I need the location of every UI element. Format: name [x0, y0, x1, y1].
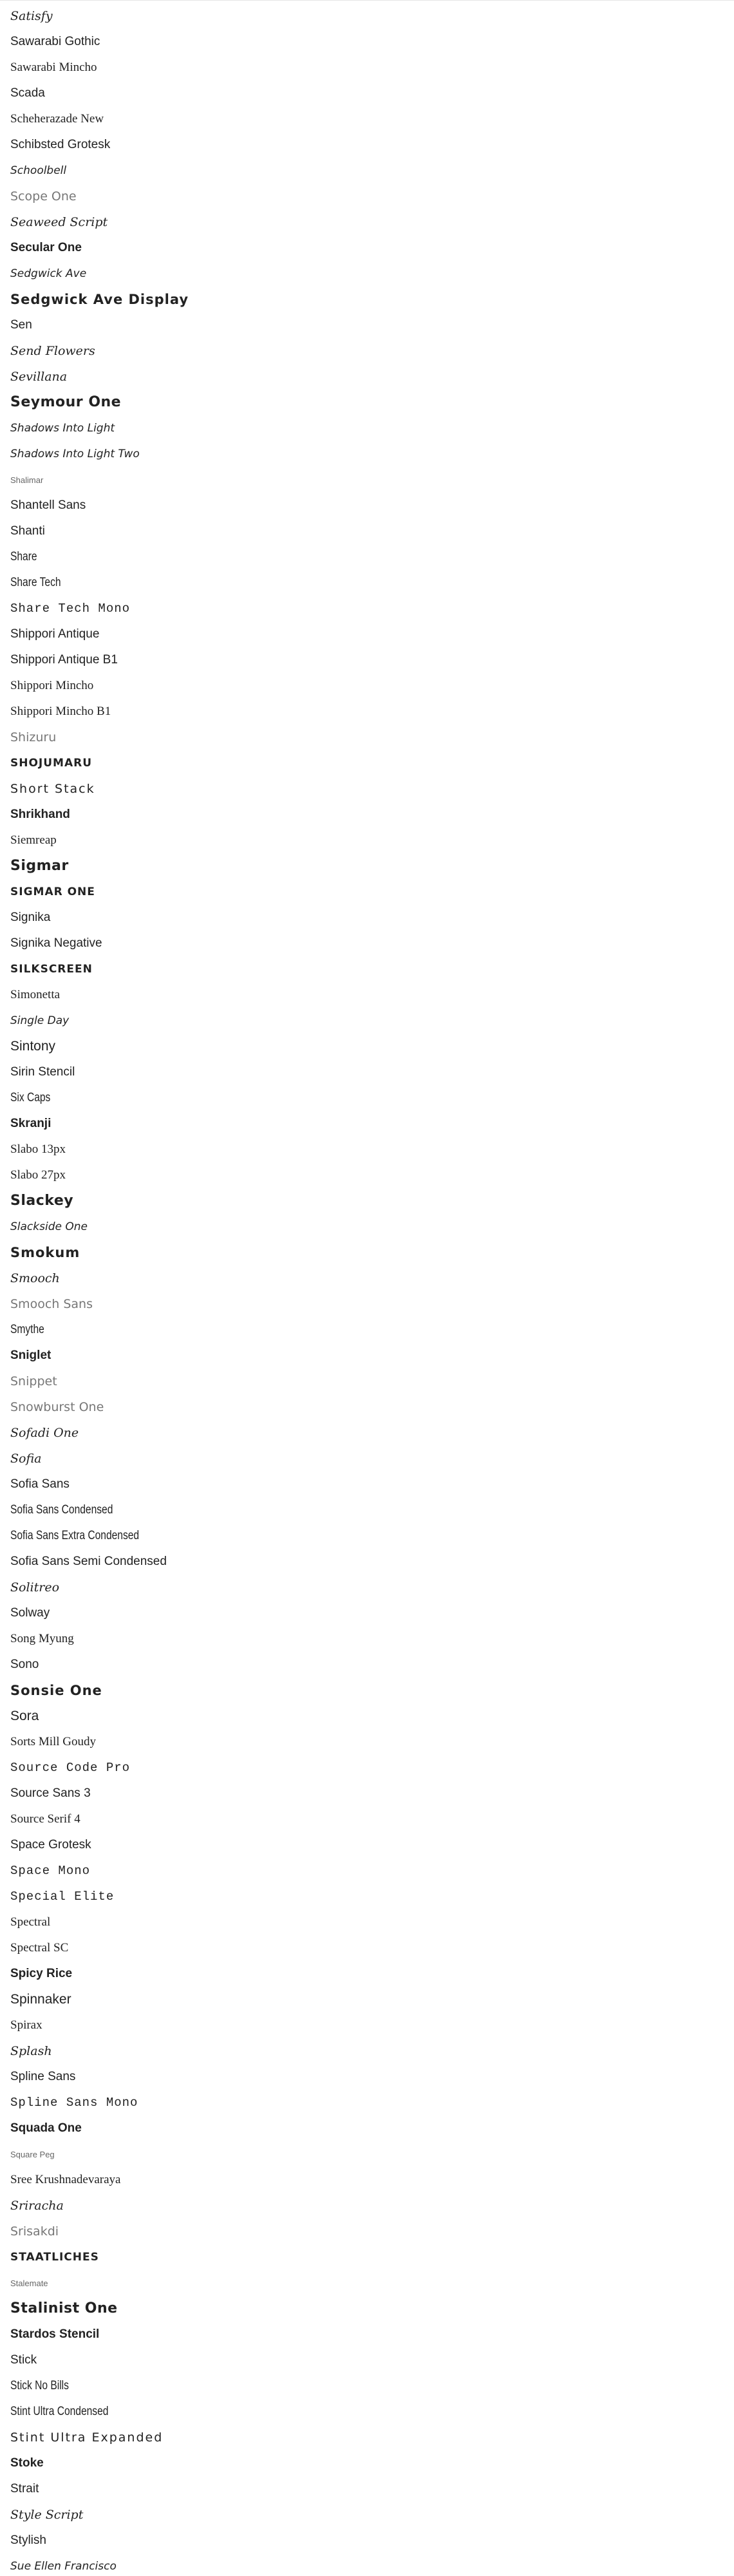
font-name-label: Spline Sans Mono: [10, 2096, 138, 2110]
font-list-item[interactable]: [10, 1137, 734, 1162]
font-name-label: Smokum: [10, 1245, 80, 1260]
font-name-label: Spinnaker: [10, 1992, 71, 2007]
font-name-label: Shippori Mincho: [10, 679, 94, 692]
font-name-label: Spline Sans: [10, 2070, 76, 2083]
font-list-item[interactable]: [10, 1214, 734, 1240]
font-list-item[interactable]: [10, 1188, 734, 1214]
font-list-item[interactable]: [10, 982, 734, 1008]
font-name-label: Sofadi One: [10, 1426, 79, 1440]
font-list-item[interactable]: [10, 802, 734, 828]
font-name-label: Squada One: [10, 2121, 82, 2135]
font-list-item[interactable]: [10, 1858, 734, 1884]
font-name-label: Sintony: [10, 1039, 56, 1054]
font-name-label: Sofia Sans Extra Condensed: [10, 1529, 140, 1542]
font-name-label: Scope One: [10, 189, 77, 204]
font-list-item[interactable]: [10, 2219, 734, 2244]
font-name-label: Shizuru: [10, 730, 57, 744]
font-list-item[interactable]: [10, 106, 734, 132]
font-name-label: Scheherazade New: [10, 112, 104, 126]
font-name-label: Song Myung: [10, 1632, 74, 1645]
font-name-label: SHOJUMARU: [10, 757, 93, 770]
font-name-label: Shippori Antique B1: [10, 653, 118, 667]
font-name-label: Simonetta: [10, 988, 61, 1001]
font-list-item[interactable]: [10, 2399, 734, 2425]
font-list-item[interactable]: [10, 750, 734, 776]
font-list-item[interactable]: [10, 2373, 734, 2399]
font-list-item[interactable]: [10, 1059, 734, 1085]
font-name-label: Stalemate: [10, 2278, 48, 2288]
font-list-item[interactable]: [10, 2425, 734, 2450]
font-list-item[interactable]: [10, 338, 734, 364]
font-list-item[interactable]: [10, 2347, 734, 2373]
font-list-item[interactable]: [10, 1806, 734, 1832]
font-name-label: Stalinist One: [10, 2300, 118, 2316]
font-list-item[interactable]: [10, 493, 734, 518]
font-name-label: Schibsted Grotesk: [10, 138, 111, 151]
font-name-label: Sono: [10, 1658, 39, 1671]
font-list-item[interactable]: [10, 1600, 734, 1626]
font-list-item[interactable]: [10, 2270, 734, 2296]
font-list-item[interactable]: [10, 2064, 734, 2090]
font-name-label: Share Tech Mono: [10, 601, 131, 616]
font-list-item[interactable]: [10, 1085, 734, 1111]
font-list-item[interactable]: [10, 2012, 734, 2038]
font-name-label: Sniglet: [10, 1349, 52, 1362]
font-name-label: Short Stack: [10, 782, 95, 796]
font-list-item[interactable]: [10, 2244, 734, 2270]
font-list-item[interactable]: [10, 235, 734, 261]
font-list-item[interactable]: [10, 1523, 734, 1549]
font-list-item[interactable]: [10, 673, 734, 699]
font-name-label: Sofia Sans: [10, 1477, 70, 1491]
font-name-label: Stint Ultra Condensed: [10, 2405, 109, 2418]
font-name-label: Sawarabi Mincho: [10, 61, 97, 74]
font-name-label: Sevillana: [10, 370, 68, 384]
font-name-label: Space Grotesk: [10, 1838, 91, 1852]
font-name-label: Send Flowers: [10, 344, 95, 358]
font-name-label: Sofia Sans Condensed: [10, 1503, 113, 1517]
font-list-item[interactable]: [10, 853, 734, 879]
font-list-item[interactable]: [10, 1781, 734, 1806]
font-name-label: Shippori Mincho B1: [10, 705, 111, 718]
font-list-item[interactable]: [10, 2038, 734, 2064]
font-name-label: Sedgwick Ave Display: [10, 292, 189, 307]
font-name-label: Sawarabi Gothic: [10, 35, 100, 48]
font-name-label: Secular One: [10, 241, 82, 254]
font-name-label: Shadows Into Light Two: [10, 448, 140, 460]
font-list: [0, 1, 734, 2576]
font-name-label: Slackside One: [10, 1220, 88, 1233]
font-name-label: Spicy Rice: [10, 1967, 73, 1980]
font-list-item[interactable]: [10, 1832, 734, 1858]
font-list-item[interactable]: [10, 1472, 734, 1497]
font-name-label: Share: [10, 550, 37, 564]
font-name-label: Sedgwick Ave: [10, 267, 87, 280]
font-list-item[interactable]: [10, 158, 734, 184]
font-list-item[interactable]: [10, 1755, 734, 1781]
font-list-item[interactable]: [10, 467, 734, 493]
font-name-label: Stick No Bills: [10, 2379, 69, 2392]
font-list-item[interactable]: [10, 1240, 734, 1265]
font-name-label: Solway: [10, 1606, 50, 1620]
font-list-item[interactable]: [10, 1935, 734, 1961]
font-list-item[interactable]: [10, 441, 734, 467]
font-name-label: Six Caps: [10, 1091, 51, 1104]
font-name-label: Shrikhand: [10, 808, 70, 821]
font-list-item[interactable]: [10, 1549, 734, 1575]
font-list-item[interactable]: [10, 1343, 734, 1368]
font-list-item[interactable]: [10, 3, 734, 29]
font-list-item[interactable]: [10, 80, 734, 106]
font-list-item[interactable]: [10, 931, 734, 956]
font-name-label: Schoolbell: [10, 164, 67, 177]
font-list-item[interactable]: [10, 1703, 734, 1729]
font-name-label: Single Day: [10, 1014, 70, 1027]
font-name-label: Sonsie One: [10, 1683, 102, 1698]
font-list-item[interactable]: [10, 879, 734, 905]
font-list-item[interactable]: [10, 287, 734, 312]
font-list-item[interactable]: [10, 1368, 734, 1394]
font-list-item[interactable]: [10, 1987, 734, 2012]
font-name-label: Stoke: [10, 2456, 44, 2470]
font-list-item[interactable]: [10, 1291, 734, 1317]
font-name-label: Stint Ultra Expanded: [10, 2430, 164, 2445]
font-name-label: Sriracha: [10, 2199, 64, 2213]
font-name-label: Seaweed Script: [10, 215, 108, 229]
font-list-item[interactable]: [10, 1162, 734, 1188]
font-list-item[interactable]: [10, 2450, 734, 2476]
font-name-label: Sigmar: [10, 858, 69, 874]
font-list-item[interactable]: [10, 2116, 734, 2141]
font-name-label: Sen: [10, 318, 32, 332]
font-name-label: Sorts Mill Goudy: [10, 1735, 97, 1748]
font-name-label: Source Serif 4: [10, 1812, 80, 1826]
font-list-item[interactable]: [10, 1111, 734, 1137]
font-list-item[interactable]: [10, 1265, 734, 1291]
font-list-item[interactable]: [10, 1446, 734, 1472]
font-name-label: Snowburst One: [10, 1400, 104, 1414]
font-list-item[interactable]: [10, 596, 734, 621]
font-list-item[interactable]: [10, 956, 734, 982]
font-name-label: Spectral SC: [10, 1941, 69, 1955]
font-list-item[interactable]: [10, 184, 734, 209]
font-name-label: Source Sans 3: [10, 1786, 91, 1800]
font-name-label: Strait: [10, 2482, 39, 2496]
font-list-item[interactable]: [10, 621, 734, 647]
font-name-label: Signika Negative: [10, 936, 102, 950]
font-name-label: Stylish: [10, 2533, 46, 2547]
font-name-label: Slackey: [10, 1193, 74, 1209]
font-name-label: Shantell Sans: [10, 498, 86, 512]
font-list-item[interactable]: [10, 2322, 734, 2347]
font-name-label: Srisakdi: [10, 2224, 59, 2239]
font-list-item[interactable]: [10, 570, 734, 596]
font-name-label: Slabo 27px: [10, 1168, 66, 1182]
font-list-item[interactable]: [10, 29, 734, 55]
font-list-item[interactable]: [10, 364, 734, 390]
font-name-label: Solitreo: [10, 1580, 60, 1595]
font-list-item[interactable]: [10, 1008, 734, 1034]
font-name-label: Shanti: [10, 524, 45, 538]
font-list-item[interactable]: [10, 209, 734, 235]
font-list-item[interactable]: [10, 776, 734, 802]
font-list-item[interactable]: [10, 905, 734, 931]
font-list-item[interactable]: [10, 1909, 734, 1935]
font-name-label: Seymour One: [10, 394, 122, 410]
font-list-item[interactable]: [10, 261, 734, 287]
font-list-item[interactable]: [10, 1729, 734, 1755]
font-list-item[interactable]: [10, 1652, 734, 1678]
font-list-item[interactable]: [10, 1497, 734, 1523]
font-name-label: Splash: [10, 2044, 52, 2058]
font-list-item[interactable]: [10, 1394, 734, 1420]
font-name-label: STAATLICHES: [10, 2251, 99, 2264]
font-list-item[interactable]: [10, 1317, 734, 1343]
font-name-label: Satisfy: [10, 9, 53, 23]
font-name-label: Special Elite: [10, 1889, 115, 1904]
font-list-item[interactable]: [10, 1961, 734, 1987]
font-name-label: Smythe: [10, 1323, 44, 1336]
font-name-label: Shalimar: [10, 475, 44, 485]
font-list-item[interactable]: [10, 2476, 734, 2502]
font-name-label: Sue Ellen Francisco: [10, 2560, 117, 2573]
font-list-item[interactable]: [10, 1678, 734, 1703]
font-name-label: Stardos Stencil: [10, 2327, 100, 2341]
font-list-item[interactable]: [10, 1884, 734, 1909]
font-list-item[interactable]: [10, 415, 734, 441]
font-name-label: Spectral: [10, 1915, 51, 1929]
font-list-item[interactable]: [10, 2090, 734, 2116]
font-list-item[interactable]: [10, 647, 734, 673]
font-list-item[interactable]: [10, 2167, 734, 2193]
font-list-item[interactable]: [10, 2296, 734, 2322]
font-name-label: Siemreap: [10, 833, 57, 847]
font-list-item[interactable]: [10, 1575, 734, 1600]
font-name-label: Sirin Stencil: [10, 1065, 75, 1079]
font-list-item[interactable]: [10, 132, 734, 158]
font-name-label: Square Peg: [10, 2150, 55, 2159]
font-name-label: Spirax: [10, 2018, 42, 2032]
font-list-item[interactable]: [10, 544, 734, 570]
font-list-item[interactable]: [10, 55, 734, 80]
font-name-label: Stick: [10, 2353, 37, 2367]
font-list-item[interactable]: [10, 2141, 734, 2167]
font-name-label: Slabo 13px: [10, 1142, 66, 1156]
font-name-label: Sofia: [10, 1452, 42, 1466]
font-name-label: Sree Krushnadevaraya: [10, 2173, 121, 2186]
font-list-item[interactable]: [10, 518, 734, 544]
font-name-label: Skranji: [10, 1117, 52, 1130]
font-name-label: SILKSCREEN: [10, 963, 93, 976]
font-list-item[interactable]: [10, 390, 734, 415]
font-list-item[interactable]: [10, 312, 734, 338]
font-name-label: Scada: [10, 86, 45, 100]
font-name-label: Space Mono: [10, 1864, 91, 1878]
font-name-label: Shippori Antique: [10, 627, 100, 641]
font-list-item[interactable]: [10, 2502, 734, 2528]
font-list-item[interactable]: [10, 1626, 734, 1652]
font-name-label: Style Script: [10, 2508, 84, 2522]
font-name-label: Share Tech: [10, 576, 61, 589]
font-name-label: Smooch: [10, 1271, 60, 1285]
font-name-label: Shadows Into Light: [10, 422, 115, 435]
font-list-item[interactable]: [10, 1034, 734, 1059]
font-name-label: Source Code Pro: [10, 1761, 131, 1775]
font-list-item[interactable]: [10, 2528, 734, 2553]
font-list-item[interactable]: [10, 724, 734, 750]
font-name-label: Smooch Sans: [10, 1297, 93, 1311]
font-name-label: Signika: [10, 911, 51, 924]
font-name-label: Snippet: [10, 1374, 57, 1388]
font-list-item[interactable]: [10, 828, 734, 853]
font-name-label: SIGMAR ONE: [10, 886, 95, 898]
font-list-item[interactable]: [10, 1420, 734, 1446]
font-list-item[interactable]: [10, 699, 734, 724]
font-list-item[interactable]: [10, 2193, 734, 2219]
font-name-label: Sora: [10, 1709, 39, 1723]
font-name-label: Sofia Sans Semi Condensed: [10, 1555, 167, 1568]
font-list-item[interactable]: [10, 2553, 734, 2576]
